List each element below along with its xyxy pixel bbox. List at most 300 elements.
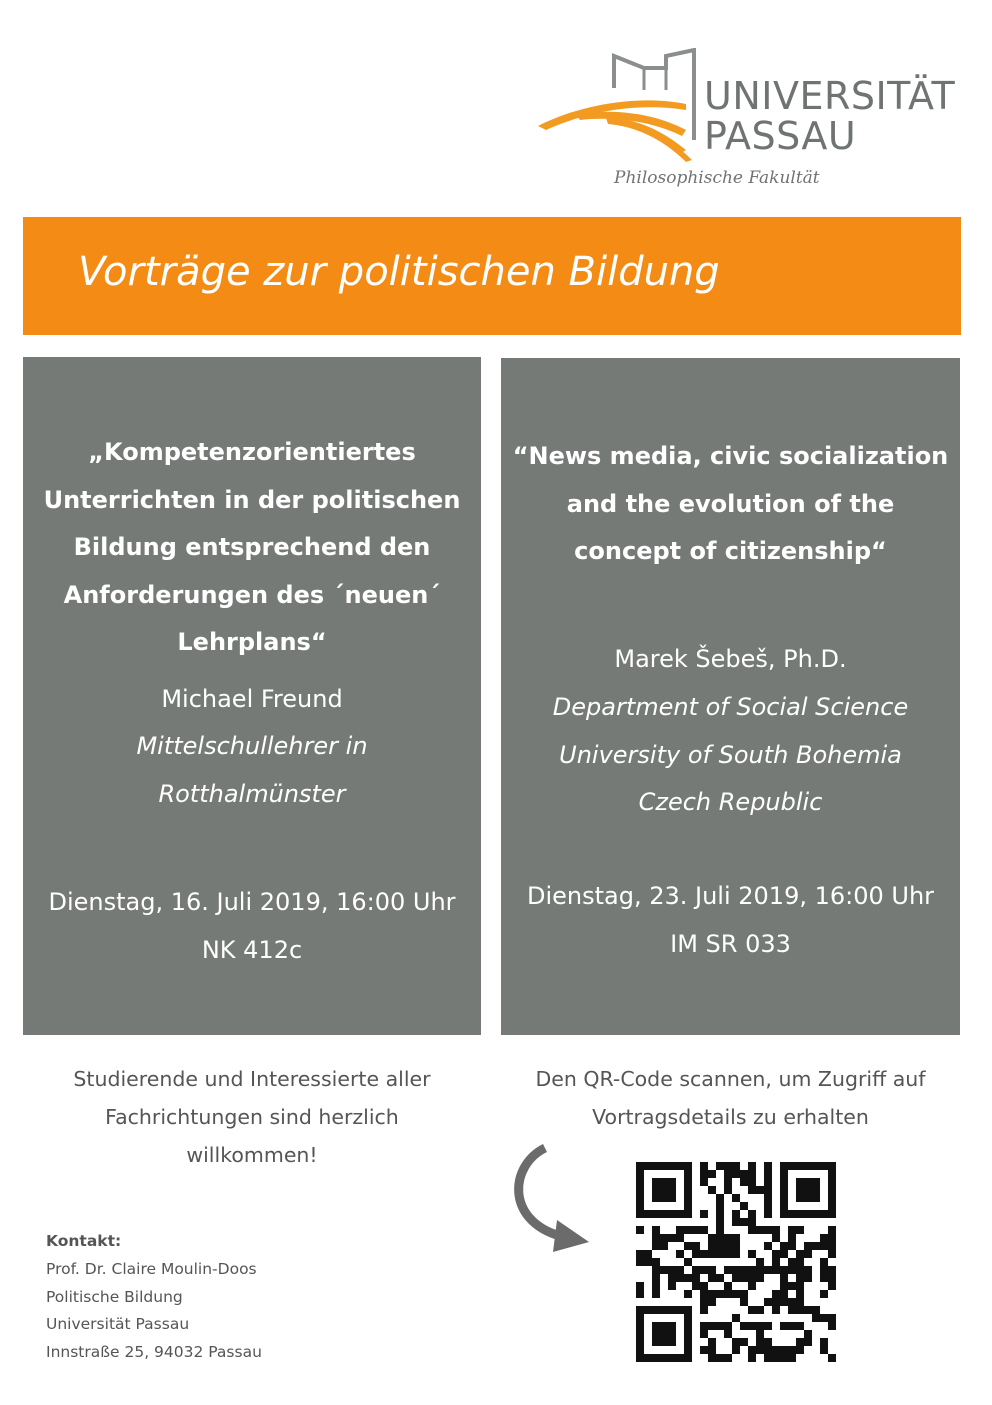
qr-module — [756, 1258, 764, 1266]
qr-module — [724, 1250, 732, 1258]
qr-module — [692, 1282, 700, 1290]
qr-module — [804, 1338, 812, 1346]
affiliation-line: Department of Social Science — [552, 693, 909, 721]
qr-module — [668, 1162, 676, 1170]
qr-module — [636, 1178, 644, 1186]
qr-module — [772, 1258, 780, 1266]
qr-module — [684, 1314, 692, 1322]
qr-module — [668, 1234, 676, 1242]
qr-module — [708, 1186, 716, 1194]
logo-wordmark — [704, 76, 955, 156]
talk-title-2 — [501, 433, 960, 576]
qr-module — [820, 1234, 828, 1242]
qr-module — [828, 1170, 836, 1178]
qr-module — [812, 1186, 820, 1194]
qr-module — [812, 1210, 820, 1218]
qr-module — [828, 1274, 836, 1282]
qr-module — [636, 1258, 644, 1266]
qr-module — [732, 1338, 740, 1346]
qr-module — [828, 1314, 836, 1322]
qr-module — [764, 1346, 772, 1354]
qr-module — [676, 1250, 684, 1258]
qr-module — [748, 1210, 756, 1218]
qr-module — [748, 1186, 756, 1194]
qr-module — [700, 1346, 708, 1354]
qr-module — [748, 1354, 756, 1362]
qr-module — [724, 1266, 732, 1274]
qr-module — [708, 1322, 716, 1330]
contact-line: Universität Passau — [46, 1315, 190, 1334]
affiliation-line: Rotthalmünster — [158, 779, 346, 808]
qr-module — [748, 1218, 756, 1226]
qr-module — [668, 1330, 676, 1338]
contact-block — [46, 1228, 262, 1367]
qr-module — [700, 1298, 708, 1306]
qr-module — [796, 1306, 804, 1314]
qr-module — [772, 1306, 780, 1314]
qr-module — [748, 1306, 756, 1314]
qr-module — [828, 1250, 836, 1258]
qr-module — [828, 1210, 836, 1218]
contact-line: Prof. Dr. Claire Moulin-Doos — [46, 1259, 257, 1278]
qr-module — [660, 1242, 668, 1250]
qr-module — [692, 1226, 700, 1234]
qr-module — [804, 1162, 812, 1170]
qr-module — [812, 1162, 820, 1170]
qr-module — [740, 1290, 748, 1298]
qr-module — [652, 1258, 660, 1266]
qr-module — [740, 1202, 748, 1210]
qr-module — [804, 1266, 812, 1274]
qr-module — [756, 1306, 764, 1314]
qr-module — [732, 1290, 740, 1298]
qr-module — [684, 1274, 692, 1282]
qr-module — [764, 1298, 772, 1306]
qr-module — [716, 1242, 724, 1250]
qr-module — [820, 1162, 828, 1170]
talk-title-line: Bildung entsprechend den — [73, 533, 431, 561]
qr-module — [788, 1162, 796, 1170]
qr-module — [804, 1274, 812, 1282]
qr-module — [636, 1250, 644, 1258]
qr-module — [652, 1290, 660, 1298]
qr-module — [676, 1210, 684, 1218]
qr-module — [788, 1266, 796, 1274]
qr-module — [724, 1242, 732, 1250]
qr-module — [652, 1330, 660, 1338]
qr-module — [708, 1266, 716, 1274]
qr-module — [684, 1242, 692, 1250]
qr-module — [780, 1282, 788, 1290]
qr-module — [804, 1306, 812, 1314]
qr-module — [668, 1274, 676, 1282]
invitation-line: willkommen! — [186, 1143, 318, 1167]
qr-module — [772, 1354, 780, 1362]
qr-module — [732, 1194, 740, 1202]
university-logo — [536, 48, 956, 193]
qr-module — [796, 1290, 804, 1298]
qr-module — [828, 1162, 836, 1170]
curved-arrow-icon — [505, 1140, 595, 1260]
invitation-line: Studierende und Interessierte aller — [73, 1067, 431, 1091]
qr-module — [652, 1186, 660, 1194]
qr-code-icon[interactable] — [636, 1162, 836, 1362]
qr-module — [660, 1186, 668, 1194]
qr-module — [780, 1266, 788, 1274]
qr-module — [684, 1330, 692, 1338]
qr-module — [708, 1354, 716, 1362]
qr-module — [804, 1186, 812, 1194]
qr-module — [636, 1186, 644, 1194]
qr-module — [652, 1282, 660, 1290]
qr-module — [788, 1354, 796, 1362]
qr-module — [828, 1226, 836, 1234]
qr-module — [820, 1242, 828, 1250]
qr-module — [652, 1338, 660, 1346]
qr-module — [676, 1354, 684, 1362]
qr-module — [652, 1194, 660, 1202]
qr-module — [820, 1346, 828, 1354]
talk-title-line: concept of citizenship“ — [574, 537, 887, 565]
talk-panel-1 — [23, 357, 481, 1035]
qr-module — [796, 1274, 804, 1282]
talk-title-line: Lehrplans“ — [177, 628, 327, 656]
qr-module — [636, 1314, 644, 1322]
qr-module — [676, 1234, 684, 1242]
qr-module — [700, 1290, 708, 1298]
qr-module — [764, 1162, 772, 1170]
qr-module — [660, 1338, 668, 1346]
qr-module — [732, 1218, 740, 1226]
qr-module — [764, 1338, 772, 1346]
qr-module — [764, 1170, 772, 1178]
qr-module — [716, 1162, 724, 1170]
qr-module — [756, 1346, 764, 1354]
qr-module — [644, 1306, 652, 1314]
qr-module — [692, 1242, 700, 1250]
faculty-name: Philosophische Fakultät — [614, 168, 820, 188]
qr-module — [652, 1306, 660, 1314]
qr-module — [780, 1298, 788, 1306]
qr-module — [684, 1354, 692, 1362]
qr-module — [668, 1178, 676, 1186]
qr-module — [652, 1210, 660, 1218]
qr-module — [684, 1170, 692, 1178]
affiliation-line: Czech Republic — [638, 788, 823, 816]
qr-module — [828, 1186, 836, 1194]
qr-module — [732, 1274, 740, 1282]
qr-module — [652, 1242, 660, 1250]
qr-module — [772, 1226, 780, 1234]
qr-module — [804, 1242, 812, 1250]
qr-module — [756, 1266, 764, 1274]
qr-module — [820, 1314, 828, 1322]
qr-module — [740, 1322, 748, 1330]
qr-module — [820, 1338, 828, 1346]
qr-module — [636, 1346, 644, 1354]
qr-module — [724, 1186, 732, 1194]
speaker-name-2: Marek Šebeš, Ph.D. — [614, 645, 847, 673]
qr-module — [748, 1162, 756, 1170]
qr-module — [668, 1194, 676, 1202]
qr-module — [708, 1274, 716, 1282]
qr-module — [732, 1170, 740, 1178]
qr-module — [796, 1298, 804, 1306]
qr-module — [636, 1170, 644, 1178]
qr-module — [748, 1322, 756, 1330]
qr-module — [796, 1210, 804, 1218]
qr-module — [708, 1338, 716, 1346]
qr-module — [636, 1322, 644, 1330]
qr-module — [780, 1322, 788, 1330]
qr-module — [668, 1338, 676, 1346]
qr-module — [636, 1226, 644, 1234]
qr-module — [700, 1266, 708, 1274]
qr-module — [724, 1282, 732, 1290]
qr-module — [716, 1194, 724, 1202]
qr-module — [716, 1210, 724, 1218]
qr-module — [676, 1306, 684, 1314]
qr-module — [748, 1266, 756, 1274]
qr-module — [636, 1354, 644, 1362]
qr-module — [764, 1354, 772, 1362]
qr-module — [796, 1282, 804, 1290]
qr-module — [740, 1170, 748, 1178]
qr-module — [788, 1210, 796, 1218]
qr-module — [652, 1322, 660, 1330]
qr-module — [804, 1194, 812, 1202]
qr-module — [700, 1306, 708, 1314]
qr-module — [772, 1266, 780, 1274]
qr-module — [700, 1250, 708, 1258]
talk-panel-2 — [501, 358, 960, 1035]
qr-module — [716, 1218, 724, 1226]
qr-module — [740, 1218, 748, 1226]
qr-module — [804, 1210, 812, 1218]
qr-module — [764, 1194, 772, 1202]
qr-module — [700, 1322, 708, 1330]
qr-module — [828, 1282, 836, 1290]
qr-module — [780, 1186, 788, 1194]
qr-module — [764, 1186, 772, 1194]
qr-module — [684, 1178, 692, 1186]
qr-module — [700, 1330, 708, 1338]
talk-title-line: Unterrichten in der politischen — [43, 485, 461, 514]
qr-module — [684, 1210, 692, 1218]
qr-module — [708, 1250, 716, 1258]
qr-module — [828, 1202, 836, 1210]
qr-module — [748, 1274, 756, 1282]
qr-module — [636, 1210, 644, 1218]
speaker-affiliation-1 — [23, 723, 481, 818]
qr-module — [764, 1178, 772, 1186]
qr-module — [716, 1226, 724, 1234]
qr-module — [756, 1330, 764, 1338]
qr-module — [828, 1266, 836, 1274]
qr-module — [692, 1274, 700, 1282]
qr-module — [748, 1226, 756, 1234]
qr-module — [668, 1266, 676, 1274]
qr-module — [756, 1274, 764, 1282]
qr-module — [748, 1346, 756, 1354]
qr-module — [644, 1162, 652, 1170]
qr-module — [708, 1346, 716, 1354]
qr-module — [716, 1274, 724, 1282]
qr-module — [684, 1322, 692, 1330]
qr-module — [716, 1290, 724, 1298]
qr-module — [804, 1250, 812, 1258]
qr-module — [764, 1202, 772, 1210]
qr-module — [780, 1346, 788, 1354]
qr-module — [796, 1322, 804, 1330]
qr-module — [748, 1178, 756, 1186]
qr-instruction — [501, 1060, 960, 1136]
talk-title-1 — [23, 429, 481, 667]
logo-emblem-icon — [536, 48, 711, 168]
qr-module — [676, 1266, 684, 1274]
qr-module — [796, 1194, 804, 1202]
qr-module — [756, 1322, 764, 1330]
qr-module — [812, 1194, 820, 1202]
qr-module — [740, 1178, 748, 1186]
qr-module — [676, 1226, 684, 1234]
qr-module — [820, 1290, 828, 1298]
qr-module — [788, 1282, 796, 1290]
qr-module — [716, 1234, 724, 1242]
qr-module — [732, 1162, 740, 1170]
qr-module — [636, 1202, 644, 1210]
qr-module — [636, 1282, 644, 1290]
qr-module — [684, 1162, 692, 1170]
qr-module — [764, 1242, 772, 1250]
qr-module — [700, 1178, 708, 1186]
qr-module — [764, 1226, 772, 1234]
qr-module — [788, 1258, 796, 1266]
qr-module — [732, 1242, 740, 1250]
speaker-name-1: Michael Freund — [161, 685, 343, 713]
qr-module — [828, 1194, 836, 1202]
qr-module — [772, 1298, 780, 1306]
qr-module — [644, 1354, 652, 1362]
qr-module — [796, 1250, 804, 1258]
contact-heading: Kontakt: — [46, 1232, 122, 1250]
qr-module — [668, 1322, 676, 1330]
qr-module — [652, 1162, 660, 1170]
qr-module — [724, 1162, 732, 1170]
qr-module — [700, 1210, 708, 1218]
qr-module — [732, 1210, 740, 1218]
qr-module — [708, 1298, 716, 1306]
qr-module — [684, 1258, 692, 1266]
qr-module — [684, 1226, 692, 1234]
qr-module — [636, 1338, 644, 1346]
qr-module — [716, 1354, 724, 1362]
qr-module — [708, 1242, 716, 1250]
qr-module — [772, 1290, 780, 1298]
talk-room-1: NK 412c — [201, 936, 303, 964]
qr-module — [732, 1346, 740, 1354]
contact-line: Politische Bildung — [46, 1287, 183, 1306]
qr-module — [796, 1226, 804, 1234]
affiliation-line: Mittelschullehrer in — [136, 732, 368, 760]
qr-module — [652, 1234, 660, 1242]
qr-module — [772, 1234, 780, 1242]
qr-module — [684, 1290, 692, 1298]
qr-module — [764, 1266, 772, 1274]
qr-module — [796, 1338, 804, 1346]
qr-module — [828, 1234, 836, 1242]
qr-module — [812, 1242, 820, 1250]
qr-module — [796, 1258, 804, 1266]
qr-module — [644, 1258, 652, 1266]
qr-module — [684, 1202, 692, 1210]
qr-module — [828, 1178, 836, 1186]
qr-module — [740, 1298, 748, 1306]
qr-module — [812, 1314, 820, 1322]
invitation-line: Fachrichtungen sind herzlich — [105, 1105, 399, 1129]
qr-module — [692, 1266, 700, 1274]
qr-module — [820, 1274, 828, 1282]
qr-module — [780, 1290, 788, 1298]
qr-module — [788, 1346, 796, 1354]
qr-module — [716, 1322, 724, 1330]
qr-module — [788, 1322, 796, 1330]
qr-module — [652, 1274, 660, 1282]
qr-module — [764, 1322, 772, 1330]
qr-module — [748, 1250, 756, 1258]
qr-module — [732, 1234, 740, 1242]
qr-module — [780, 1242, 788, 1250]
qr-module — [700, 1282, 708, 1290]
qr-module — [716, 1202, 724, 1210]
qr-module — [796, 1186, 804, 1194]
qr-module — [796, 1346, 804, 1354]
logo-line-2: PASSAU — [704, 114, 857, 158]
qr-module — [820, 1210, 828, 1218]
qr-module — [796, 1178, 804, 1186]
qr-module — [732, 1314, 740, 1322]
qr-module — [652, 1354, 660, 1362]
qr-module — [828, 1354, 836, 1362]
qr-module — [804, 1178, 812, 1186]
qr-module — [716, 1250, 724, 1258]
qr-module — [668, 1306, 676, 1314]
qr-module — [724, 1330, 732, 1338]
qr-module — [636, 1162, 644, 1170]
qr-instruction-line: Den QR-Code scannen, um Zugriff auf — [535, 1067, 926, 1091]
qr-module — [788, 1298, 796, 1306]
qr-module — [756, 1338, 764, 1346]
qr-module — [700, 1170, 708, 1178]
qr-module — [796, 1162, 804, 1170]
qr-module — [828, 1322, 836, 1330]
qr-module — [756, 1226, 764, 1234]
affiliation-line: University of South Bohemia — [559, 740, 902, 769]
qr-module — [812, 1178, 820, 1186]
talk-title-line: „Kompetenzorientiertes — [88, 438, 416, 466]
qr-module — [692, 1250, 700, 1258]
qr-module — [684, 1194, 692, 1202]
qr-module — [748, 1170, 756, 1178]
qr-module — [740, 1338, 748, 1346]
qr-module — [756, 1186, 764, 1194]
qr-module — [764, 1210, 772, 1218]
qr-module — [788, 1234, 796, 1242]
qr-module — [724, 1290, 732, 1298]
qr-module — [772, 1346, 780, 1354]
qr-module — [684, 1306, 692, 1314]
qr-module — [668, 1282, 676, 1290]
